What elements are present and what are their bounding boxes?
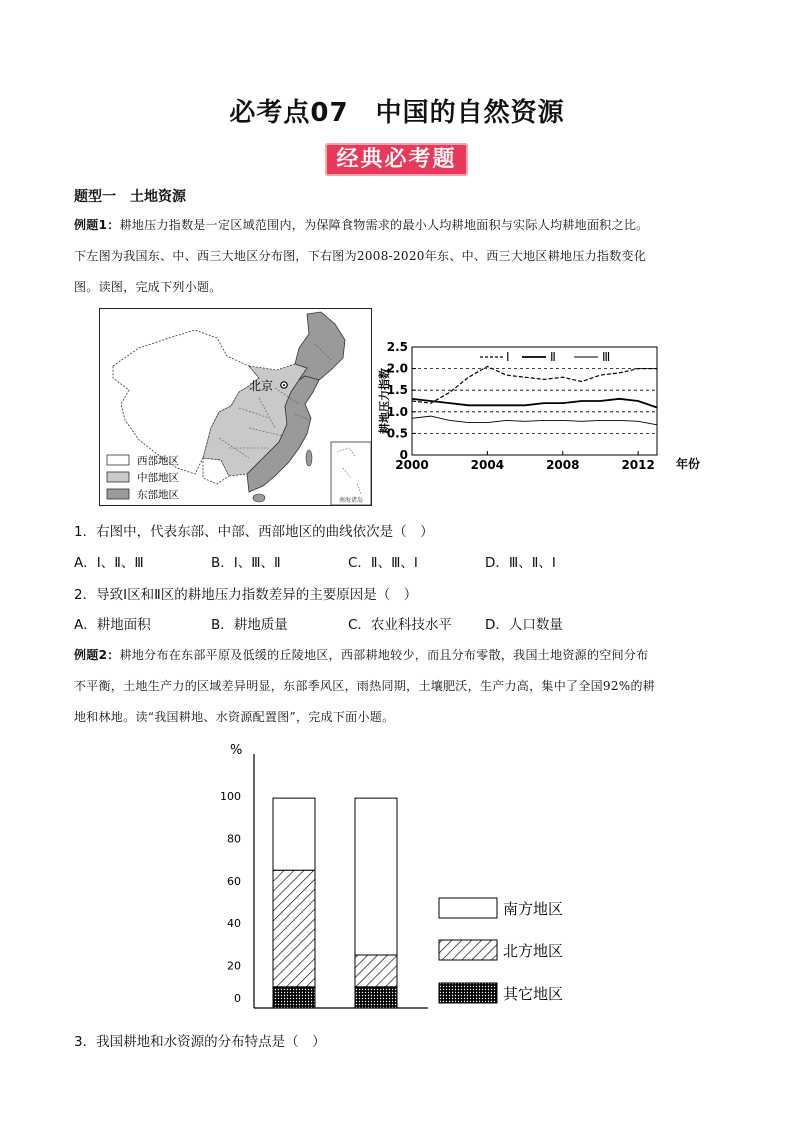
page-title: 必考点07 中国的自然资源	[229, 98, 565, 128]
line-chart-legend	[480, 350, 610, 364]
q2-option-d[interactable]: D．人口数量	[485, 617, 563, 633]
y-tick-label-4: 2.0	[386, 361, 408, 376]
bar-y-tick-2: 40	[227, 917, 241, 931]
section-badge: 经典必考题	[325, 143, 468, 176]
example2-line2: 不平衡，土地生产力的区域差异明显，东部季风区，雨热同期，土壤肥沃，生产力高，集中了全国92%的耕	[74, 679, 656, 693]
legend-swatch-east	[107, 489, 129, 499]
q1-option-a[interactable]: A．Ⅰ、Ⅱ、Ⅲ	[74, 555, 144, 571]
map-hainan	[253, 494, 265, 502]
y-tick-label-2: 1.0	[386, 404, 408, 419]
example2-line3: 地和林地。读“我国耕地、水资源配置图”，完成下面小题。	[74, 710, 395, 724]
bar-chart-legend	[439, 898, 563, 1003]
question-3: 3．我国耕地和水资源的分布特点是（ ）	[74, 1034, 326, 1050]
legend-swatch-south	[439, 898, 497, 918]
legend-label-II: Ⅱ	[550, 350, 556, 364]
legend-west-label: 西部地区	[137, 455, 179, 467]
bar-y-tick-5: 100	[220, 790, 241, 803]
beijing-label: 北京	[249, 379, 274, 393]
y-tick-label-0: 0	[399, 448, 408, 462]
y-tick-label-3: 1.5	[386, 383, 408, 398]
x-tick-label-3: 2012	[621, 458, 655, 472]
legend-central-label: 中部地区	[137, 472, 179, 484]
bar-y-tick-3: 60	[227, 874, 241, 888]
map-inset-frame	[331, 442, 371, 505]
bar-y-tick-1: 20	[227, 959, 241, 973]
legend-label-south: 南方地区	[503, 900, 564, 918]
inset-label: 南海诸岛	[339, 497, 364, 504]
example1-label: 例题1：	[74, 218, 120, 232]
bar-1-segment-南方地区	[273, 798, 315, 870]
example1-line3: 图。读图，完成下列小题。	[74, 280, 222, 294]
line-chart-ylabel: 耕地压力指数	[378, 368, 391, 434]
legend-swatch-other	[439, 983, 497, 1003]
bar-y-tick-4: 80	[227, 832, 241, 846]
legend-swatch-north	[439, 940, 497, 960]
bar-1-segment-北方地区	[273, 870, 315, 987]
legend-swatch-central	[107, 472, 129, 482]
bar-y-tick-0: 0	[234, 992, 241, 1005]
q1-option-b[interactable]: B．Ⅰ、Ⅲ、Ⅱ	[211, 555, 281, 571]
q1-option-c[interactable]: C．Ⅱ、Ⅲ、Ⅰ	[348, 555, 418, 571]
china-region-map	[99, 308, 372, 506]
pressure-index-line-chart	[372, 335, 702, 475]
x-tick-label-1: 2004	[470, 458, 505, 472]
map-taiwan	[306, 450, 312, 466]
example1-paragraph	[74, 210, 724, 303]
question-1-options	[74, 551, 556, 571]
x-tick-label-0: 2000	[395, 458, 429, 472]
legend-swatch-west	[107, 455, 129, 465]
legend-east-label: 东部地区	[137, 489, 179, 501]
example1-line2: 下左图为我国东、中、西三大地区分布图，下右图为2008-2020年东、中、西三大地区耕地压力指数变化	[74, 249, 647, 263]
land-water-bar-chart	[220, 736, 600, 1016]
question-2: 2．导致Ⅰ区和Ⅱ区的耕地压力指数差异的主要原因是（ ）	[74, 587, 418, 603]
q1-option-d[interactable]: D．Ⅲ、Ⅱ、Ⅰ	[485, 555, 556, 571]
y-tick-label-5: 2.5	[386, 340, 408, 354]
line-series-Ⅲ	[412, 416, 657, 425]
legend-label-north: 北方地区	[503, 942, 564, 960]
bar-1-segment-其它地区	[273, 987, 315, 1008]
legend-label-I: I	[506, 350, 510, 364]
example2-line1: 耕地分布在东部平原及低缓的丘陵地区，西部耕地较少，而且分布零散，我国土地资源的空间分布	[119, 648, 649, 662]
question-1: 1．右图中，代表东部、中部、西部地区的曲线依次是（ ）	[74, 524, 434, 540]
example2-paragraph	[74, 640, 724, 733]
line-chart-plot-frame	[412, 347, 657, 455]
q2-option-b[interactable]: B．耕地质量	[211, 617, 288, 633]
bar-2-segment-北方地区	[355, 955, 397, 987]
bar-2-segment-南方地区	[355, 798, 397, 955]
example2-label: 例题2：	[74, 648, 120, 662]
line-series-I	[412, 366, 657, 403]
question-2-options	[74, 613, 563, 633]
example1-line1: 耕地压力指数是一定区域范围内，为保障食物需求的最小人均耕地面积与实际人均耕地面积之比。	[119, 218, 649, 232]
beijing-marker-dot	[283, 384, 285, 386]
bar-2-segment-其它地区	[355, 987, 397, 1008]
section-title: 题型一 土地资源	[74, 189, 186, 205]
x-tick-label-2: 2008	[546, 458, 580, 472]
q2-option-a[interactable]: A．耕地面积	[74, 617, 151, 633]
line-chart-xunit: 年份	[676, 457, 701, 471]
y-tick-label-1: 0.5	[386, 426, 408, 441]
q2-option-c[interactable]: C．农业科技水平	[348, 617, 452, 633]
legend-label-other: 其它地区	[503, 985, 564, 1003]
bar-chart-ylabel: %	[230, 743, 243, 758]
legend-label-III: Ⅲ	[602, 350, 611, 364]
line-series-Ⅱ	[412, 399, 657, 408]
